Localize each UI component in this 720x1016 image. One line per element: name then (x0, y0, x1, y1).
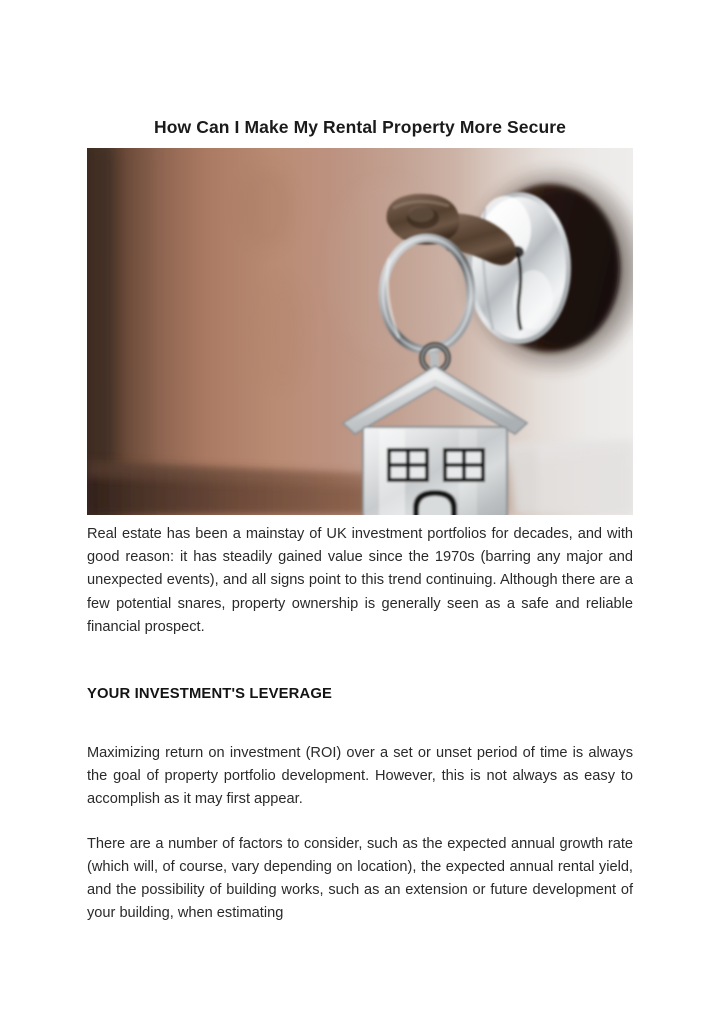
page-title: How Can I Make My Rental Property More Secure (154, 116, 566, 137)
section-heading-leverage: YOUR INVESTMENT'S LEVERAGE (87, 686, 333, 703)
paragraph-factors: There are a number of factors to consider, such as the expected annual growth rate (which will, of course, vary depending on location), the expected annual rental yield, and the possibility of building works, such as an extension or future development of your building, when estimating (87, 835, 633, 922)
hero-image-key-in-lock (87, 148, 633, 515)
paragraph-roi: Maximizing return on investment (ROI) over a set or unset period of time is always the goal of property portfolio development. However, this is not always as easy to accomplish as it may first appear. (87, 745, 633, 808)
body-content (87, 523, 633, 925)
charm-window-right (443, 448, 485, 482)
charm-door (413, 490, 457, 515)
spacer (87, 812, 633, 833)
spacer (87, 639, 633, 684)
key-lock-illustration (87, 148, 633, 515)
spacer (87, 704, 633, 742)
paragraph-intro: Real estate has been a mainstay of UK investment portfolios for decades, and with good reason: it has steadily gained value since the 1970s (barring any major and unexpected events), and all signs point to this trend continuing. Although there are a few potential snares, property ownership is generally seen as a safe and reliable financial prospect. (87, 526, 633, 635)
escutcheon-chrome (467, 192, 571, 344)
charm-window-left (387, 448, 429, 482)
